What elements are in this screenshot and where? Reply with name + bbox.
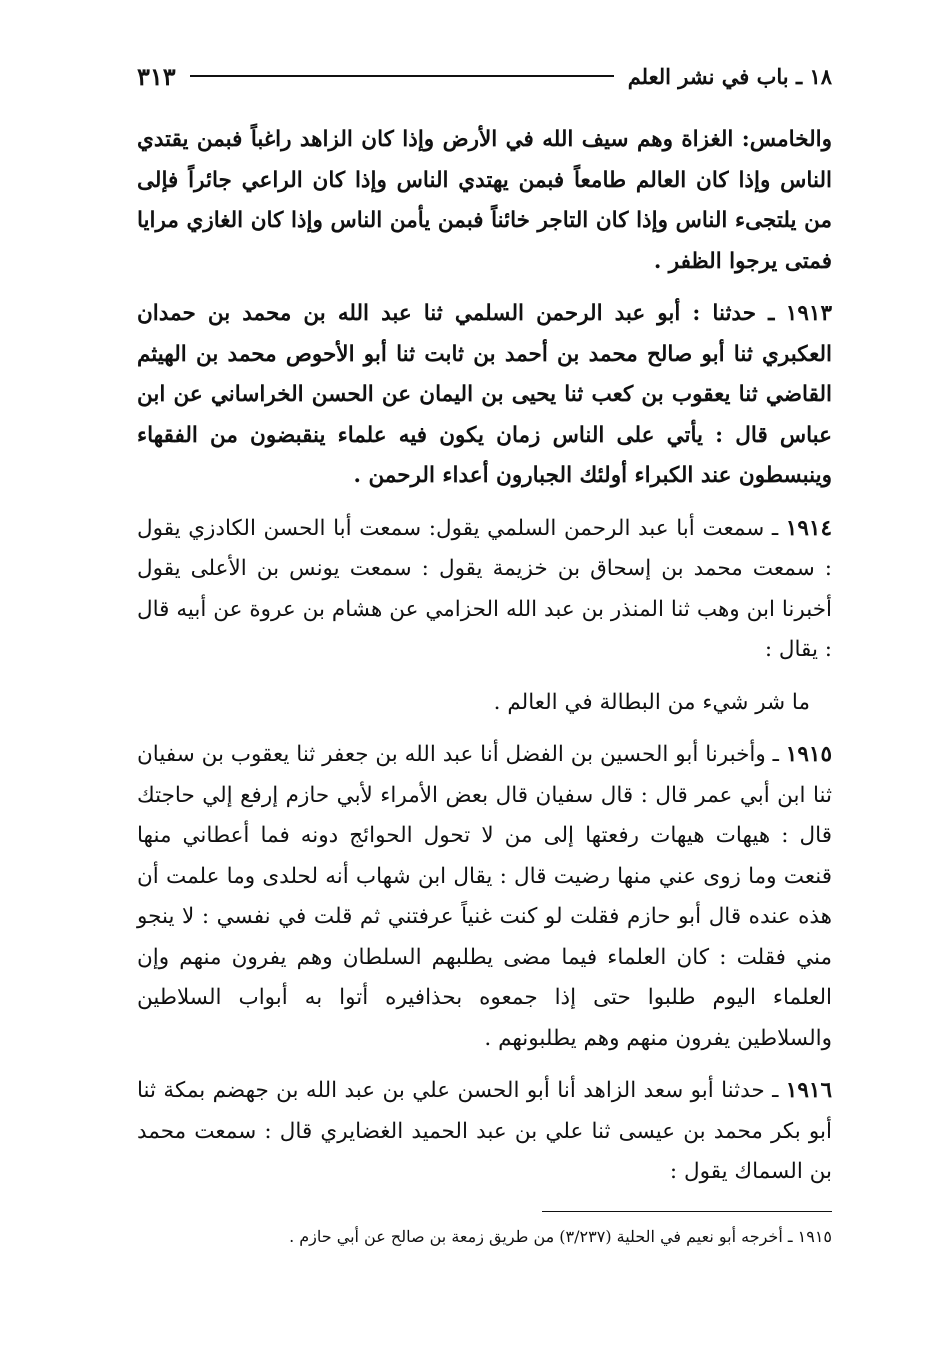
hadith-text: ـ وأخبرنا أبو الحسين بن الفضل أنا عبد الله بن جعفر ثنا يعقوب بن سفيان ثنا ابن أبي عمر قال : قال سفيان قال بعض الأمراء لأبي حازم إرفع إلي حاجتك قال : هيهات هيهات رفعتها إلى من لا تحول الحوائج دونه فما أعطاني منها قنعت وما زوى عني منها رضيت قال : يقال ابن شهاب أنه لحلدى وما علمت أن هذه عنده قال أبو حازم فقلت لو كنت غنياً عرفتني ثم قلت في نفسي : لا ينجو مني فقلت : كان العلماء فيما مضى يطلبهم السلطان وهم يفرون منهم وإن العلماء اليوم طلبوا حتى إذا جمعوه بحذافيره أتوا به أبواب السلاطين والسلاطين يفرون منهم وهم يطلبونهم . [137, 742, 832, 1051]
page-body [137, 120, 832, 1252]
hadith-1915 [137, 735, 832, 1059]
hadith-1913 [137, 294, 832, 497]
hadith-number: ١٩١٤ [785, 515, 832, 541]
quoted-saying: ما شر شيء من البطالة في العالم . [493, 689, 810, 715]
paragraph-continuation: والخامس: الغزاة وهم سيف الله في الأرض وإذا كان الزاهد راغباً فبمن يقتدي الناس وإذا كان العالم طامعاً فبمن يهتدي الناس وإذا كان الراعي جائراً فإلى من يلتجىء الناس وإذا كان التاجر خائناً فبمن يأمن الناس وإذا كان الغازي مرايا فمتى يرجوا الظفر . [137, 127, 832, 274]
footnote-divider [542, 1211, 832, 1212]
hadith-1914 [137, 509, 832, 671]
footnote: ١٩١٥ ـ أخرجه أبو نعيم في الحلية (٣/٢٣٧) من طريق زمعة بن صالح عن أبي حازم . [289, 1226, 832, 1246]
chapter-title: ١٨ ـ باب في نشر العلم [627, 63, 832, 89]
hadith-text: ـ سمعت أبا عبد الرحمن السلمي يقول: سمعت أبا الحسن الكادزي يقول : سمعت محمد بن إسحاق بن خزيمة يقول : سمعت يونس بن الأعلى يقول أخبرنا ابن وهب ثنا المنذر بن عبد الله الحزامي عن هشام بن عروة عن أبيه قال : يقال : [137, 515, 832, 662]
header-rule [190, 75, 614, 77]
hadith-number: ١٩١٦ [785, 1078, 832, 1103]
hadith-number: ١٩١٥ [785, 742, 832, 767]
hadith-text: ـ حدثنا : أبو عبد الرحمن السلمي ثنا عبد الله بن محمد بن حمدان العكبري ثنا أبو صالح محمد بن أحمد بن ثابت ثنا أبو الأحوص محمد بن الهيثم القاضي ثنا يعقوب بن كعب ثنا يحيى بن اليمان عن الحسن الخراساني عن ابن عباس قال : يأتي على الناس زمان يكون فيه علماء ينقبضون من الفقهاء وينبسطون عند الكبراء أولئك الجبارون أعداء الرحمن . [137, 301, 832, 488]
page-number: ٣١٣ [137, 61, 176, 91]
hadith-number: ١٩١٣ [785, 301, 832, 326]
hadith-1916 [137, 1071, 832, 1193]
hadith-text: ـ حدثنا أبو سعد الزاهد أنا أبو الحسن علي بن عبد الله بن جهضم بمكة ثنا أبو بكر محمد بن عيسى ثنا علي بن عبد الحميد الغضايري قال : سمعت محمد بن السماك يقول : [137, 1078, 832, 1184]
running-header [137, 58, 832, 94]
